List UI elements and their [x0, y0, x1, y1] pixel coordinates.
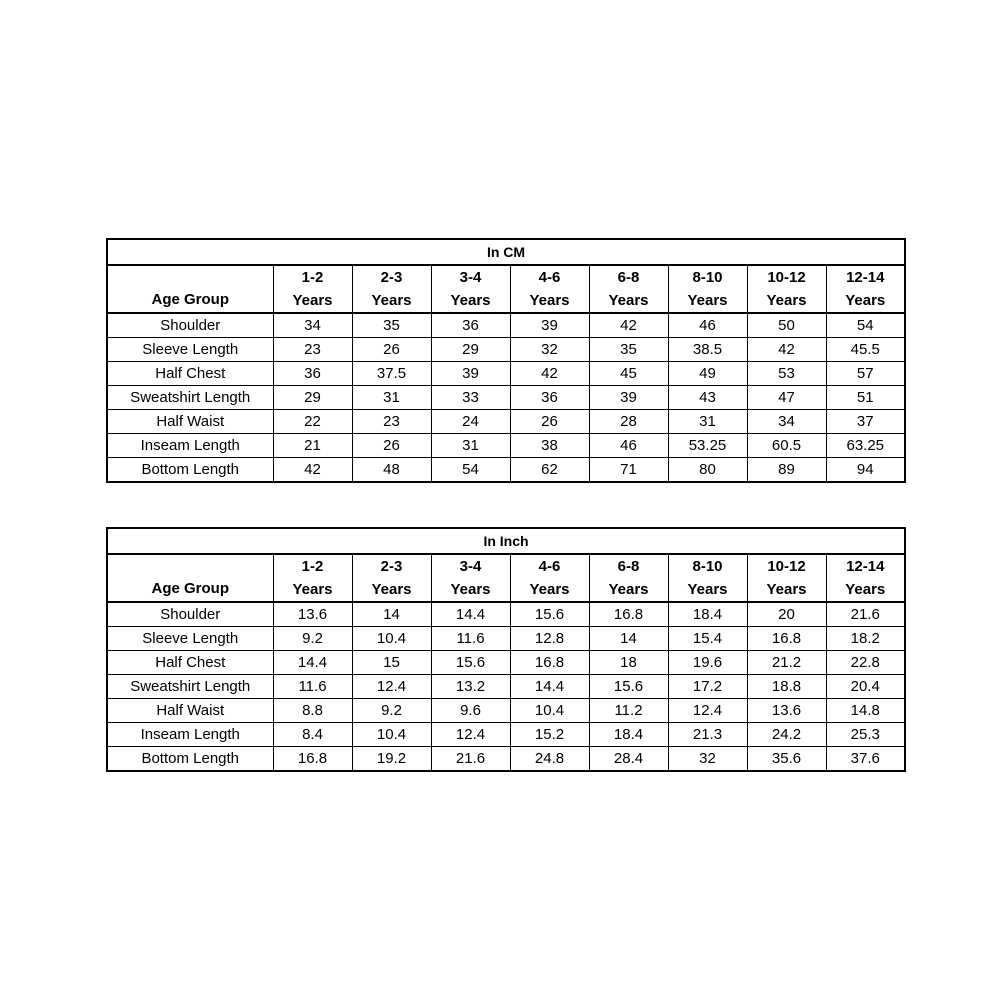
- table-row: [107, 338, 905, 362]
- age-range-header: [510, 554, 589, 602]
- years-label: Years: [529, 292, 570, 309]
- measurement-value: 16.8: [273, 747, 352, 772]
- measurement-value: 36: [431, 313, 510, 338]
- table-row: [107, 458, 905, 483]
- measurement-value: 15.2: [510, 723, 589, 747]
- measurement-value: 31: [431, 434, 510, 458]
- table-header-row: [107, 265, 905, 313]
- measurement-value: 26: [510, 410, 589, 434]
- measurement-value: 14: [589, 627, 668, 651]
- measurement-value: 15: [352, 651, 431, 675]
- age-range-label: 6-8: [617, 269, 640, 286]
- measurement-value: 26: [352, 434, 431, 458]
- measurement-value: 9.2: [273, 627, 352, 651]
- measurement-label: Half Chest: [107, 362, 273, 386]
- measurement-value: 10.4: [352, 627, 431, 651]
- years-label: Years: [766, 292, 807, 309]
- age-range-label: 4-6: [538, 558, 561, 575]
- measurement-value: 42: [747, 338, 826, 362]
- measurement-value: 60.5: [747, 434, 826, 458]
- measurement-value: 63.25: [826, 434, 905, 458]
- table-row: [107, 675, 905, 699]
- years-label: Years: [608, 292, 649, 309]
- measurement-value: 17.2: [668, 675, 747, 699]
- measurement-value: 54: [431, 458, 510, 483]
- age-range-label: 1-2: [301, 558, 324, 575]
- measurement-value: 16.8: [747, 627, 826, 651]
- age-group-header: Age Group: [107, 554, 273, 602]
- measurement-value: 18.2: [826, 627, 905, 651]
- age-range-label: 8-10: [692, 269, 723, 286]
- measurement-value: 48: [352, 458, 431, 483]
- measurement-value: 18.4: [589, 723, 668, 747]
- table-row: [107, 362, 905, 386]
- measurement-value: 34: [273, 313, 352, 338]
- measurement-value: 14.4: [510, 675, 589, 699]
- age-range-header: [589, 554, 668, 602]
- years-label: Years: [766, 581, 807, 598]
- age-range-header: [826, 265, 905, 313]
- table-row: [107, 386, 905, 410]
- measurement-label: Bottom Length: [107, 458, 273, 483]
- table-row: [107, 651, 905, 675]
- measurement-value: 38: [510, 434, 589, 458]
- measurement-value: 15.6: [510, 602, 589, 627]
- measurement-value: 18.4: [668, 602, 747, 627]
- measurement-value: 62: [510, 458, 589, 483]
- size-chart-cm-table: [106, 238, 906, 483]
- measurement-value: 26: [352, 338, 431, 362]
- age-range-label: 2-3: [380, 269, 403, 286]
- age-range-header: [273, 554, 352, 602]
- measurement-value: 32: [668, 747, 747, 772]
- age-range-label: 2-3: [380, 558, 403, 575]
- measurement-value: 21: [273, 434, 352, 458]
- age-range-header: [352, 554, 431, 602]
- measurement-label: Inseam Length: [107, 723, 273, 747]
- years-label: Years: [608, 581, 649, 598]
- measurement-value: 50: [747, 313, 826, 338]
- measurement-value: 45.5: [826, 338, 905, 362]
- measurement-value: 21.3: [668, 723, 747, 747]
- age-range-header: [826, 554, 905, 602]
- years-label: Years: [687, 581, 728, 598]
- table-row: [107, 410, 905, 434]
- table-header-row: [107, 554, 905, 602]
- table-row: [107, 699, 905, 723]
- measurement-value: 13.6: [747, 699, 826, 723]
- measurement-value: 18.8: [747, 675, 826, 699]
- measurement-value: 14.4: [273, 651, 352, 675]
- table-row: [107, 747, 905, 772]
- age-range-header: [747, 554, 826, 602]
- table-title-row: [107, 528, 905, 554]
- measurement-value: 21.6: [826, 602, 905, 627]
- measurement-value: 12.4: [431, 723, 510, 747]
- measurement-value: 31: [352, 386, 431, 410]
- measurement-value: 37.5: [352, 362, 431, 386]
- measurement-value: 10.4: [510, 699, 589, 723]
- measurement-label: Half Waist: [107, 410, 273, 434]
- age-range-label: 8-10: [692, 558, 723, 575]
- measurement-value: 14.4: [431, 602, 510, 627]
- years-label: Years: [687, 292, 728, 309]
- measurement-value: 71: [589, 458, 668, 483]
- measurement-value: 42: [589, 313, 668, 338]
- table-row: [107, 434, 905, 458]
- measurement-value: 46: [668, 313, 747, 338]
- measurement-value: 9.2: [352, 699, 431, 723]
- years-label: Years: [371, 292, 412, 309]
- years-label: Years: [371, 581, 412, 598]
- age-range-label: 12-14: [846, 558, 885, 575]
- measurement-value: 11.6: [273, 675, 352, 699]
- measurement-value: 8.8: [273, 699, 352, 723]
- table-row: [107, 602, 905, 627]
- years-label: Years: [845, 292, 886, 309]
- age-range-header: [431, 265, 510, 313]
- measurement-value: 28.4: [589, 747, 668, 772]
- measurement-value: 39: [510, 313, 589, 338]
- measurement-value: 22.8: [826, 651, 905, 675]
- measurement-value: 89: [747, 458, 826, 483]
- measurement-value: 24: [431, 410, 510, 434]
- measurement-value: 16.8: [589, 602, 668, 627]
- age-range-header: [352, 265, 431, 313]
- measurement-value: 14.8: [826, 699, 905, 723]
- table-row: [107, 627, 905, 651]
- years-label: Years: [292, 581, 333, 598]
- measurement-value: 14: [352, 602, 431, 627]
- measurement-value: 53.25: [668, 434, 747, 458]
- measurement-value: 37: [826, 410, 905, 434]
- years-label: Years: [292, 292, 333, 309]
- measurement-value: 23: [352, 410, 431, 434]
- measurement-value: 54: [826, 313, 905, 338]
- measurement-value: 20: [747, 602, 826, 627]
- age-range-label: 6-8: [617, 558, 640, 575]
- measurement-value: 25.3: [826, 723, 905, 747]
- age-range-label: 10-12: [767, 269, 806, 286]
- years-label: Years: [845, 581, 886, 598]
- table-title: In Inch: [107, 528, 905, 554]
- measurement-value: 34: [747, 410, 826, 434]
- measurement-value: 22: [273, 410, 352, 434]
- table-title-row: [107, 239, 905, 265]
- measurement-value: 19.6: [668, 651, 747, 675]
- measurement-value: 80: [668, 458, 747, 483]
- age-range-label: 10-12: [767, 558, 806, 575]
- measurement-value: 31: [668, 410, 747, 434]
- measurement-value: 13.6: [273, 602, 352, 627]
- table-title: In CM: [107, 239, 905, 265]
- measurement-value: 49: [668, 362, 747, 386]
- age-range-label: 3-4: [459, 269, 482, 286]
- measurement-label: Sleeve Length: [107, 627, 273, 651]
- measurement-value: 24.8: [510, 747, 589, 772]
- age-range-header: [431, 554, 510, 602]
- measurement-value: 15.6: [589, 675, 668, 699]
- measurement-value: 21.2: [747, 651, 826, 675]
- years-label: Years: [450, 581, 491, 598]
- measurement-value: 46: [589, 434, 668, 458]
- measurement-value: 35.6: [747, 747, 826, 772]
- table-row: [107, 723, 905, 747]
- measurement-value: 12.4: [668, 699, 747, 723]
- age-range-label: 12-14: [846, 269, 885, 286]
- years-label: Years: [450, 292, 491, 309]
- age-range-header: [668, 265, 747, 313]
- age-group-header: Age Group: [107, 265, 273, 313]
- age-range-header: [747, 265, 826, 313]
- measurement-value: 11.2: [589, 699, 668, 723]
- measurement-value: 18: [589, 651, 668, 675]
- measurement-value: 21.6: [431, 747, 510, 772]
- measurement-value: 19.2: [352, 747, 431, 772]
- measurement-value: 33: [431, 386, 510, 410]
- age-range-label: 1-2: [301, 269, 324, 286]
- measurement-value: 23: [273, 338, 352, 362]
- measurement-value: 11.6: [431, 627, 510, 651]
- age-range-header: [273, 265, 352, 313]
- measurement-label: Shoulder: [107, 602, 273, 627]
- measurement-value: 28: [589, 410, 668, 434]
- measurement-value: 16.8: [510, 651, 589, 675]
- measurement-value: 43: [668, 386, 747, 410]
- measurement-value: 8.4: [273, 723, 352, 747]
- measurement-value: 39: [589, 386, 668, 410]
- measurement-value: 20.4: [826, 675, 905, 699]
- measurement-value: 10.4: [352, 723, 431, 747]
- measurement-label: Half Waist: [107, 699, 273, 723]
- years-label: Years: [529, 581, 570, 598]
- measurement-value: 15.6: [431, 651, 510, 675]
- age-range-header: [589, 265, 668, 313]
- measurement-value: 51: [826, 386, 905, 410]
- measurement-label: Shoulder: [107, 313, 273, 338]
- measurement-value: 36: [510, 386, 589, 410]
- measurement-value: 15.4: [668, 627, 747, 651]
- measurement-value: 38.5: [668, 338, 747, 362]
- measurement-value: 9.6: [431, 699, 510, 723]
- measurement-value: 47: [747, 386, 826, 410]
- measurement-value: 39: [431, 362, 510, 386]
- measurement-label: Sleeve Length: [107, 338, 273, 362]
- measurement-value: 29: [273, 386, 352, 410]
- measurement-value: 35: [352, 313, 431, 338]
- measurement-label: Inseam Length: [107, 434, 273, 458]
- measurement-label: Half Chest: [107, 651, 273, 675]
- measurement-value: 12.4: [352, 675, 431, 699]
- measurement-value: 53: [747, 362, 826, 386]
- measurement-value: 42: [510, 362, 589, 386]
- age-range-label: 4-6: [538, 269, 561, 286]
- measurement-value: 24.2: [747, 723, 826, 747]
- measurement-value: 35: [589, 338, 668, 362]
- measurement-value: 36: [273, 362, 352, 386]
- measurement-value: 45: [589, 362, 668, 386]
- measurement-value: 42: [273, 458, 352, 483]
- age-range-label: 3-4: [459, 558, 482, 575]
- measurement-label: Bottom Length: [107, 747, 273, 772]
- age-range-header: [510, 265, 589, 313]
- measurement-value: 12.8: [510, 627, 589, 651]
- measurement-label: Sweatshirt Length: [107, 386, 273, 410]
- measurement-value: 29: [431, 338, 510, 362]
- measurement-value: 13.2: [431, 675, 510, 699]
- measurement-label: Sweatshirt Length: [107, 675, 273, 699]
- measurement-value: 32: [510, 338, 589, 362]
- measurement-value: 37.6: [826, 747, 905, 772]
- measurement-value: 94: [826, 458, 905, 483]
- size-chart-inch-table: [106, 527, 906, 772]
- measurement-value: 57: [826, 362, 905, 386]
- age-range-header: [668, 554, 747, 602]
- table-row: [107, 313, 905, 338]
